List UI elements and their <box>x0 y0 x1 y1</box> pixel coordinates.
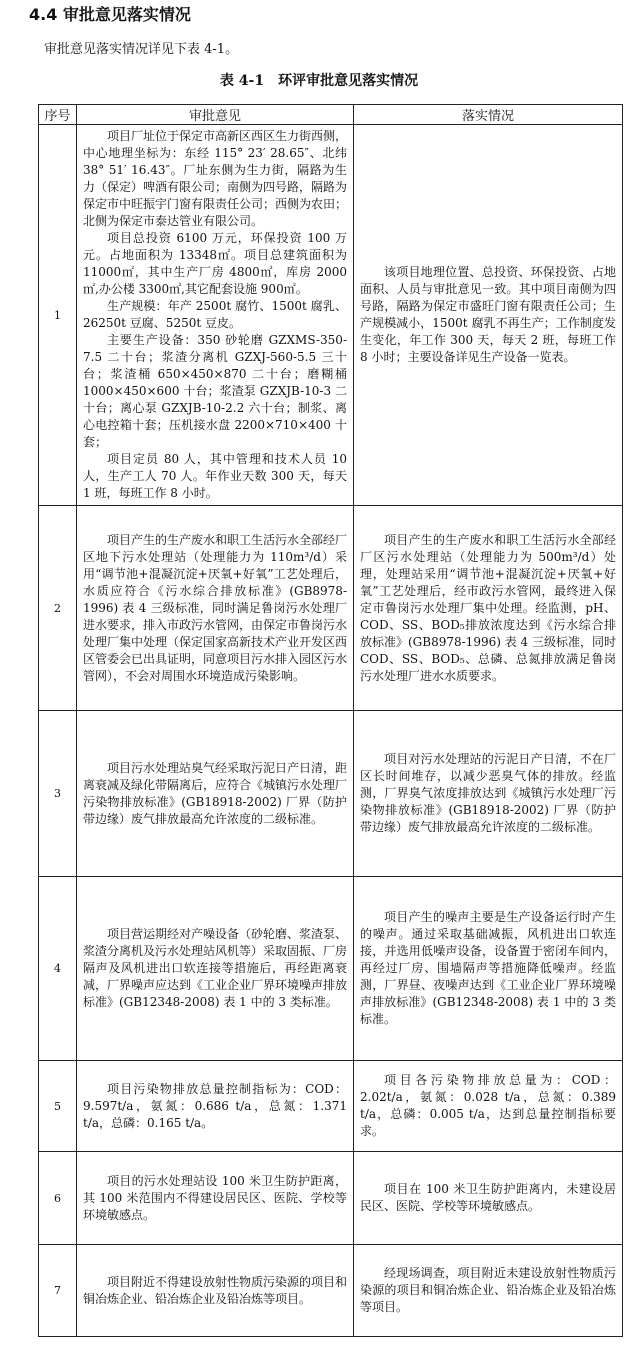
row-number: 3 <box>39 711 77 877</box>
approval-table <box>38 104 623 1337</box>
table-header-row <box>39 105 623 125</box>
table-row <box>39 125 623 506</box>
opinion-paragraph: 项目总投资 6100 万元，环保投资 100 万元。占地面积为 13348㎡。项目总建筑面积为 11000㎡，其中生产厂房 4800㎡，库房 2000㎡,办公楼 3300㎡,其它配套设施 900㎡。 <box>83 231 347 296</box>
opinion-paragraph: 生产规模：年产 2500t 腐竹、1500t 腐乳、26250t 豆腐、5250t 豆皮。 <box>83 299 347 330</box>
status-paragraph: 项目产生的生产废水和职工生活污水全部经厂区污水处理站（处理能力为 500m³/d）处理，处理站采用“调节池+混凝沉淀+厌氧+好氧”工艺处理后，经市政污水管网，最终进入保定市鲁岗污水处理厂集中处理。经监测，pH、COD、SS、BOD₅排放浓度达到《污水综合排放标准》(GB8978-1996) 表 4 三级标准，同时 COD、SS、BOD₅、总磷、总氮排放满足鲁岗污水处理厂进水水质要求。 <box>360 532 616 683</box>
status-paragraph: 项目对污水处理站的污泥日产日清，不在厂区长时间堆存，以减少恶臭气体的排放。经监测，厂界臭气浓度排放达到《城镇污水处理厂污染物排放标准》(GB18918-2002) 厂界（防护带边缘）废气排放最高允许浓度的二级标准。 <box>360 752 616 834</box>
opinion-cell <box>77 1152 354 1245</box>
opinion-cell <box>77 506 354 711</box>
table-row <box>39 506 623 711</box>
table-row <box>39 1152 623 1245</box>
header-status: 落实情况 <box>354 105 623 125</box>
opinion-paragraph: 项目定员 80 人，其中管理和技术人员 10 人，生产工人 70 人。年作业天数 300 天，每天 1 班，每班工作 8 小时。 <box>83 452 347 500</box>
table-row <box>39 1245 623 1337</box>
opinion-cell <box>77 1061 354 1152</box>
opinion-paragraph: 主要生产设备：350 砂轮磨 GZXMS-350-7.5 二十台；浆渣分离机 GZXJ-560-5.5 三十台；浆渣桶 650×450×870 二十台；磨糊桶 1000×450×600 十台；浆渣泵 GZXJB-10-3 二十台；离心泵 GZXJB-10-2.2 六十台；制浆、离心电控箱十套；压机接水盘 2200×710×400 十套； <box>83 333 347 449</box>
row-number: 5 <box>39 1061 77 1152</box>
section-title: 4.4 审批意见落实情况 <box>29 5 191 24</box>
opinion-cell <box>77 125 354 506</box>
row-number: 6 <box>39 1152 77 1245</box>
row-number: 7 <box>39 1245 77 1337</box>
opinion-paragraph: 项目产生的生产废水和职工生活污水全部经厂区地下污水处理站（处理能力为 110m³/d）采用“调节池+混凝沉淀+厌氧+好氧”工艺处理后，水质应符合《污水综合排放标准》(GB8978-1996) 表 4 三级标准，同时满足鲁岗污水处理厂进水要求，排入市政污水管网，由保定市鲁岗污水处理厂集中处理（保定国家高新技术产业开发区西区管委会已出具证明，同意项目污水排入园区污水管网），不会对周围水环境造成污染影响。 <box>83 532 348 683</box>
opinion-paragraph: 项目营运期经对产噪设备（砂轮磨、浆渣泵、浆渣分离机及污水处理站风机等）采取固振、厂房隔声及风机进出口软连接等措施后，再经距离衰减，厂界噪声应达到《工业企业厂界环境噪声排放标准》(GB12348-2008) 表 1 中的 3 类标准。 <box>83 927 348 1009</box>
status-paragraph: 项目各污染物排放总量为：COD：2.02t/a，氨氮：0.028 t/a，总氮：0.389 t/a，总磷：0.005 t/a，达到总量控制指标要求。 <box>360 1073 616 1138</box>
opinion-paragraph: 项目附近不得建设放射性物质污染源的项目和铜冶炼企业、铅冶炼企业及铅冶炼等项目。 <box>83 1274 348 1306</box>
opinion-paragraph: 项目污水处理站臭气经采取污泥日产日清，距离衰减及绿化带隔离后，应符合《城镇污水处理厂污染物排放标准》(GB18918-2002) 厂界（防护带边缘）废气排放最高允许浓度的二级标准。 <box>83 760 348 826</box>
opinion-paragraph: 项目的污水处理站设 100 米卫生防护距离，其 100 米范围内不得建设居民区、医院、学校等环境敏感点。 <box>83 1173 347 1222</box>
table-row <box>39 1061 623 1152</box>
status-cell <box>354 1152 623 1245</box>
status-cell <box>354 711 623 877</box>
status-cell <box>354 1061 623 1152</box>
status-paragraph: 项目产生的噪声主要是生产设备运行时产生的噪声。通过采取基础减振，风机进出口软连接，并选用低噪声设备，设备置于密闭车间内，再经过厂房、围墙隔声等措施降低噪声。经监测，厂界昼、夜噪声达到《工业企业厂界环境噪声排放标准》(GB12348-2008) 表 1 中的 3 类标准。 <box>360 910 616 1026</box>
opinion-paragraph: 项目污染物排放总量控制指标为：COD：9.597t/a，氨氮：0.686 t/a，总氮：1.371 t/a，总磷：0.165 t/a。 <box>83 1081 347 1130</box>
opinion-paragraph: 项目厂址位于保定市高新区西区生力街西侧，中心地理坐标为：东经 115° 23′ 28.65″、北纬 38° 51′ 16.43″。厂址东侧为生力街，隔路为生力（保定）啤酒有限公司；南侧为四号路，隔路为保定市中旺振宇门窗有限责任公司；西侧为农田；北侧为保定市泰达管业有限公司。 <box>83 129 348 228</box>
status-paragraph: 该项目地理位置、总投资、环保投资、占地面积、人员与审批意见一致。其中项目南侧为四号路，隔路为保定市盛旺门窗有限责任公司；生产规模减小，1500t 腐乳不再生产；工作制度发生变化，年工作 300 天，每天 2 班，每班工作 8 小时；主要设备详见生产设备一览表。 <box>360 265 616 364</box>
opinion-cell <box>77 877 354 1061</box>
status-cell <box>354 1245 623 1337</box>
table-caption: 表 4-1 环评审批意见落实情况 <box>219 73 419 89</box>
table-row <box>39 877 623 1061</box>
status-cell <box>354 877 623 1061</box>
opinion-cell <box>77 711 354 877</box>
row-number: 2 <box>39 506 77 711</box>
status-cell <box>354 506 623 711</box>
status-cell <box>354 125 623 506</box>
opinion-cell <box>77 1245 354 1337</box>
row-number: 4 <box>39 877 77 1061</box>
status-paragraph: 经现场调查，项目附近未建设放射性物质污染源的项目和铜冶炼企业、铅冶炼企业及铅冶炼等项目。 <box>360 1266 616 1314</box>
table-row <box>39 711 623 877</box>
status-paragraph: 项目在 100 米卫生防护距离内，未建设居民区、医院、学校等环境敏感点。 <box>360 1182 616 1213</box>
header-no: 序号 <box>39 105 77 125</box>
header-opinion: 审批意见 <box>77 105 354 125</box>
row-number: 1 <box>39 125 77 506</box>
intro-text: 审批意见落实情况详见下表 4-1。 <box>44 42 239 57</box>
